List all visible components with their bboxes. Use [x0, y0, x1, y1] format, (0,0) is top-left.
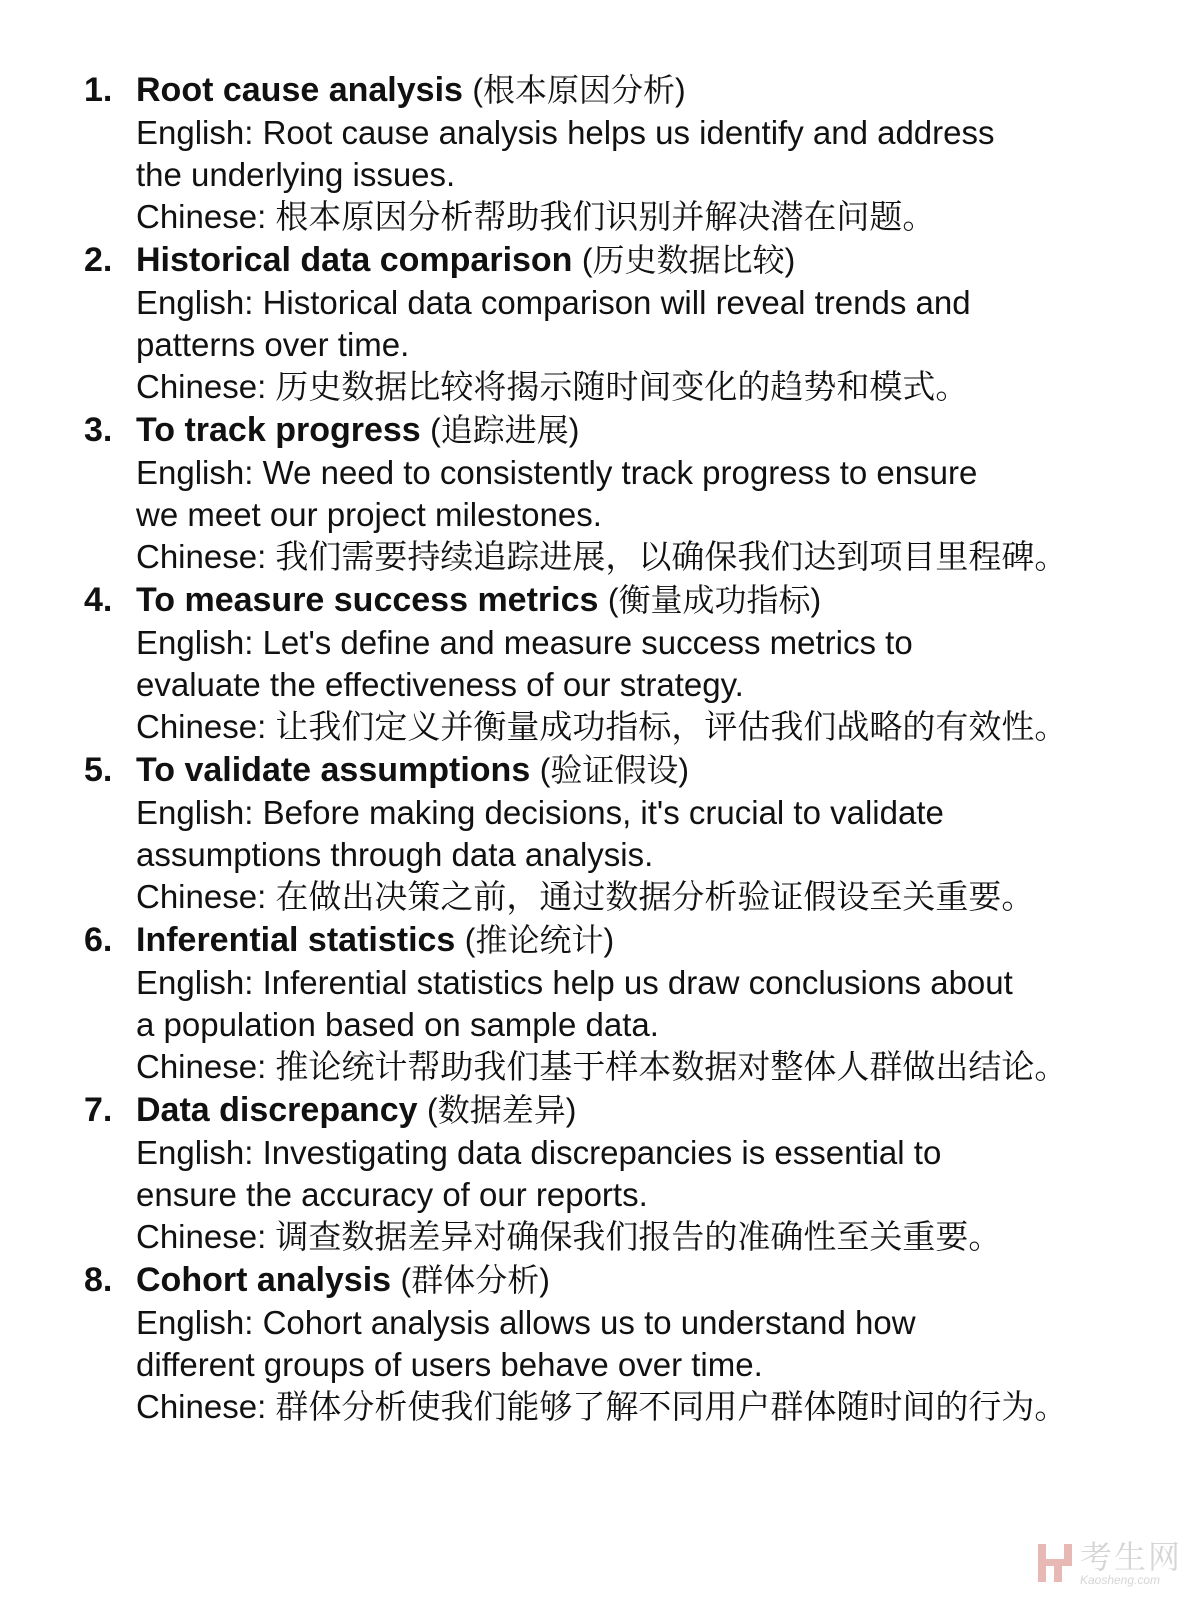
- english-sentence-line: we meet our project milestones.: [136, 496, 602, 533]
- list-item: [84, 238, 1134, 408]
- watermark-site-url: Kaosheng.com: [1079, 1573, 1161, 1587]
- term-english: Data discrepancy: [136, 1091, 418, 1129]
- item-heading: [136, 578, 1134, 622]
- chinese-sentence: Chinese: 我们需要持续追踪进展，以确保我们达到项目里程碑。: [136, 538, 1068, 575]
- term-chinese: (根本原因分析): [472, 72, 686, 108]
- term-chinese: (衡量成功指标): [607, 582, 822, 618]
- item-number: 1.: [84, 71, 113, 109]
- list-item: [84, 1088, 1134, 1258]
- item-body: [136, 238, 1134, 408]
- item-number: 7.: [84, 1091, 113, 1129]
- term-chinese: (验证假设): [539, 752, 690, 788]
- english-sentence-line: patterns over time.: [136, 326, 410, 363]
- item-heading: [136, 748, 1134, 792]
- english-sentence-line: English: Let's define and measure success metrics to: [136, 624, 913, 661]
- list-item: [84, 578, 1134, 748]
- watermark-site-name: 考生网: [1079, 1539, 1182, 1575]
- list-item: [84, 748, 1134, 918]
- item-number: 3.: [84, 411, 113, 449]
- item-number: 8.: [84, 1261, 113, 1299]
- item-number: 4.: [84, 581, 113, 619]
- list-item: [84, 68, 1134, 238]
- chinese-sentence: Chinese: 根本原因分析帮助我们识别并解决潜在问题。: [136, 198, 936, 235]
- chinese-sentence: Chinese: 调查数据差异对确保我们报告的准确性至关重要。: [136, 1218, 1002, 1255]
- english-sentence-line: evaluate the effectiveness of our strategy.: [136, 666, 744, 703]
- english-sentence-line: English: Inferential statistics help us draw conclusions about: [136, 964, 1013, 1001]
- chinese-sentence: Chinese: 让我们定义并衡量成功指标，评估我们战略的有效性。: [136, 708, 1068, 745]
- term-chinese: (群体分析): [400, 1262, 550, 1298]
- chinese-sentence: Chinese: 历史数据比较将揭示随时间变化的趋势和模式。: [136, 368, 969, 405]
- watermark-text: [1080, 1540, 1182, 1586]
- item-number: 5.: [84, 751, 113, 789]
- term-english: Historical data comparison: [136, 241, 573, 279]
- term-chinese: (数据差异): [427, 1092, 577, 1128]
- term-english: Inferential statistics: [136, 921, 456, 959]
- watermark-logo-icon: [1038, 1544, 1072, 1582]
- item-heading: [136, 918, 1134, 962]
- item-heading: [136, 238, 1134, 282]
- term-chinese: (历史数据比较): [581, 242, 796, 278]
- list-item: [84, 1258, 1134, 1428]
- item-body: [136, 408, 1134, 578]
- english-sentence-line: different groups of users behave over time.: [136, 1346, 763, 1383]
- term-english: Root cause analysis: [136, 71, 463, 109]
- term-chinese: (追踪进展): [430, 412, 580, 448]
- item-number: 6.: [84, 921, 113, 959]
- item-heading: [136, 68, 1134, 112]
- site-watermark: [1038, 1540, 1182, 1586]
- english-sentence-line: a population based on sample data.: [136, 1006, 659, 1043]
- chinese-sentence: Chinese: 推论统计帮助我们基于样本数据对整体人群做出结论。: [136, 1048, 1068, 1085]
- item-body: [136, 68, 1134, 238]
- item-heading: [136, 1258, 1134, 1302]
- term-chinese: (推论统计): [464, 922, 615, 958]
- item-heading: [136, 1088, 1134, 1132]
- english-sentence-line: assumptions through data analysis.: [136, 836, 654, 873]
- english-sentence-line: ensure the accuracy of our reports.: [136, 1176, 648, 1213]
- item-body: [136, 918, 1134, 1088]
- item-body: [136, 1258, 1134, 1428]
- list-item: [84, 408, 1134, 578]
- item-body: [136, 748, 1134, 918]
- english-sentence-line: English: Investigating data discrepancies is essential to: [136, 1134, 942, 1171]
- english-sentence-line: English: Historical data comparison will reveal trends and: [136, 284, 971, 321]
- item-body: [136, 1088, 1134, 1258]
- english-sentence-line: English: Root cause analysis helps us identify and address: [136, 114, 995, 151]
- chinese-sentence: Chinese: 群体分析使我们能够了解不同用户群体随时间的行为。: [136, 1388, 1068, 1425]
- list-item: [84, 918, 1134, 1088]
- english-sentence-line: English: We need to consistently track progress to ensure: [136, 454, 978, 491]
- item-body: [136, 578, 1134, 748]
- english-sentence-line: English: Before making decisions, it's crucial to validate: [136, 794, 944, 831]
- term-english: To track progress: [136, 411, 421, 449]
- english-sentence-line: the underlying issues.: [136, 156, 456, 193]
- english-sentence-line: English: Cohort analysis allows us to understand how: [136, 1304, 916, 1341]
- term-english: To validate assumptions: [136, 751, 531, 789]
- term-english: Cohort analysis: [136, 1261, 392, 1299]
- item-heading: [136, 408, 1134, 452]
- item-number: 2.: [84, 241, 113, 279]
- chinese-sentence: Chinese: 在做出决策之前，通过数据分析验证假设至关重要。: [136, 878, 1035, 915]
- term-english: To measure success metrics: [136, 581, 599, 619]
- vocabulary-list: [84, 68, 1134, 1428]
